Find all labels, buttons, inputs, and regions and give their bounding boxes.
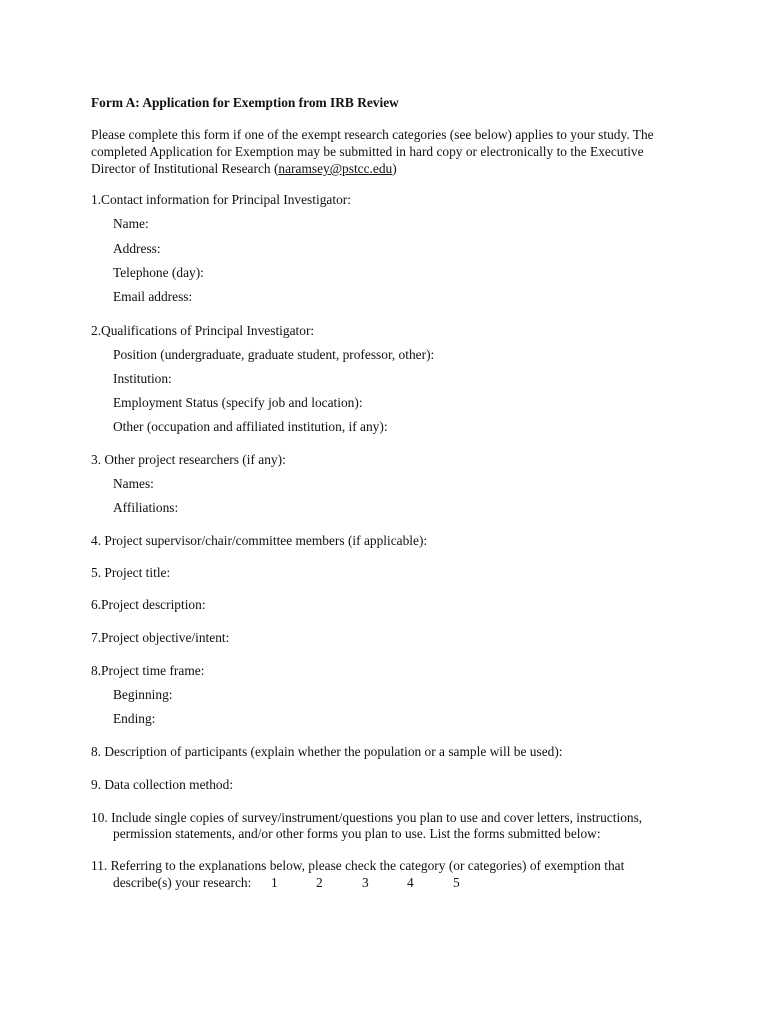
question-5-label: 5. Project title: (91, 565, 171, 580)
question-7-label: 7.Project objective/intent: (91, 630, 230, 645)
field-telephone-label: Telephone (day): (113, 265, 204, 280)
question-11-line-1: 11. Referring to the explanations below, please check the category (or categories) of exemption that (91, 858, 625, 873)
intro-paragraph (91, 126, 691, 177)
field-beginning-label: Beginning: (113, 687, 173, 702)
category-option-5[interactable]: 5 (453, 875, 460, 890)
intro-line-3 (91, 160, 691, 177)
field-address-label: Address: (113, 241, 161, 256)
field-position-label: Position (undergraduate, graduate student, professor, other): (113, 347, 435, 362)
intro-line-3-close: ) (392, 161, 397, 176)
question-1-label: 1.Contact information for Principal Investigator: (91, 192, 351, 207)
field-names-label: Names: (113, 476, 154, 491)
field-employment-label: Employment Status (specify job and location): (113, 395, 363, 410)
form-title: Form A: Application for Exemption from IRB Review (91, 95, 399, 110)
question-10-line-2: permission statements, and/or other forms you plan to use. List the forms submitted below: (113, 826, 601, 841)
intro-line-3-text: Director of Institutional Research ( (91, 161, 279, 176)
question-9-label: 9. Data collection method: (91, 777, 234, 792)
intro-line-1: Please complete this form if one of the exempt research categories (see below) applies to your study. The (91, 127, 654, 142)
category-option-3[interactable]: 3 (362, 875, 369, 890)
field-institution-label: Institution: (113, 371, 172, 386)
question-3-label: 3. Other project researchers (if any): (91, 452, 286, 467)
field-affiliations-label: Affiliations: (113, 500, 179, 515)
question-8-timeframe-label: 8.Project time frame: (91, 663, 205, 678)
question-2-label: 2.Qualifications of Principal Investigator: (91, 323, 315, 338)
category-option-4[interactable]: 4 (407, 875, 414, 890)
question-11-line-2: describe(s) your research: (113, 875, 252, 890)
category-option-2[interactable]: 2 (316, 875, 323, 890)
question-6-label: 6.Project description: (91, 597, 206, 612)
field-name-label: Name: (113, 216, 149, 231)
question-10-line-1: 10. Include single copies of survey/instrument/questions you plan to use and cover letters, instructions, (91, 810, 643, 825)
question-4-label: 4. Project supervisor/chair/committee members (if applicable): (91, 533, 428, 548)
question-8-participants-label: 8. Description of participants (explain whether the population or a sample will be used): (91, 744, 563, 759)
category-option-1[interactable]: 1 (271, 875, 278, 890)
field-other-label: Other (occupation and affiliated institution, if any): (113, 419, 388, 434)
field-email-label: Email address: (113, 289, 193, 304)
field-ending-label: Ending: (113, 711, 156, 726)
email-link[interactable]: naramsey@pstcc.edu (278, 161, 393, 176)
intro-line-2: completed Application for Exemption may be submitted in hard copy or electronically to the Executive (91, 144, 644, 159)
category-options (271, 874, 473, 891)
